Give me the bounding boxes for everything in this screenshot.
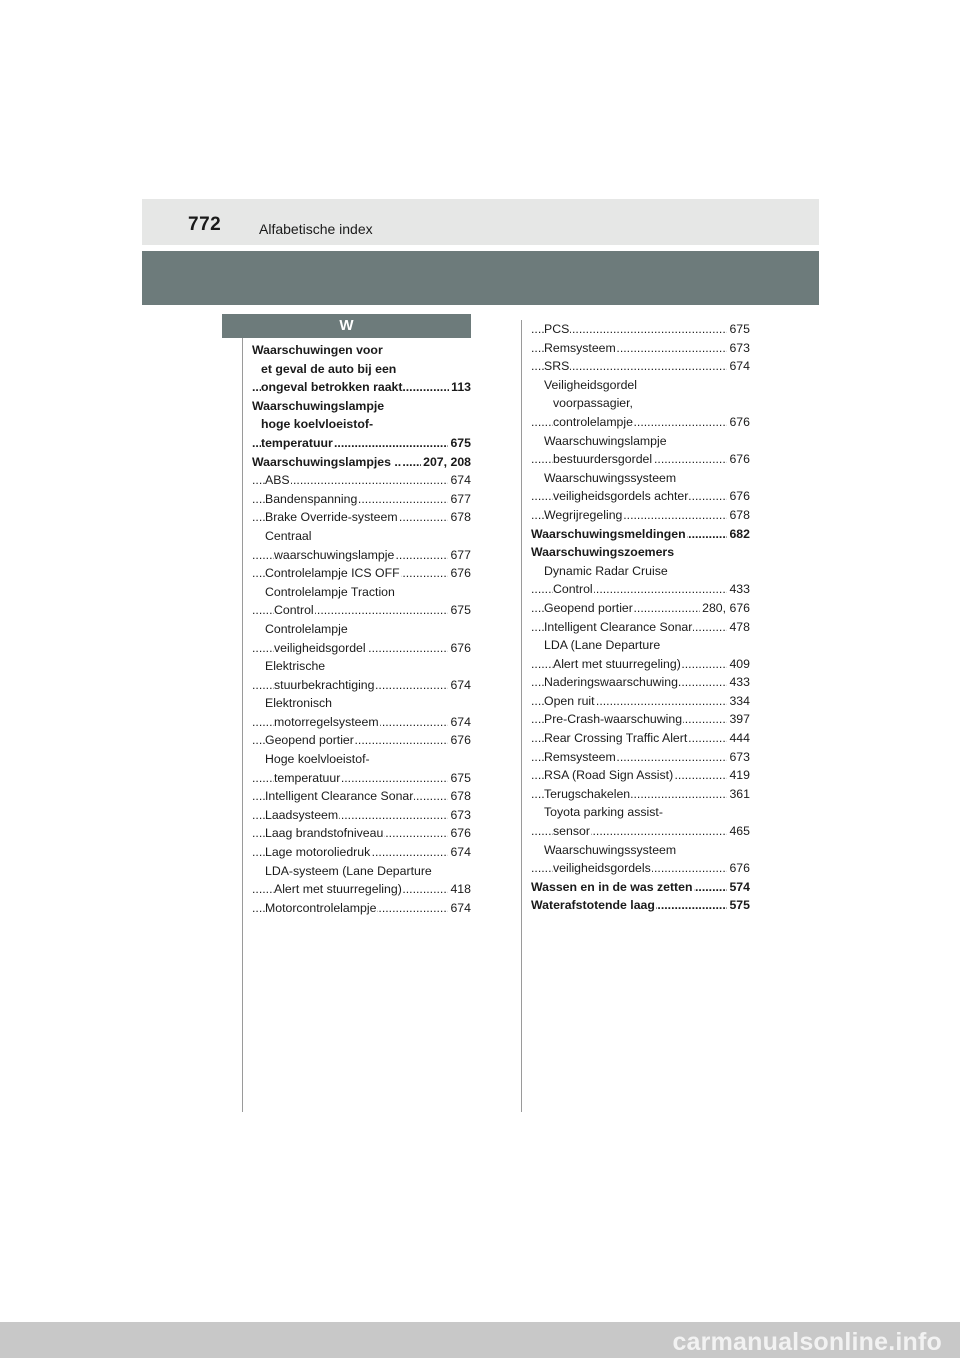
index-entry-term: sensor xyxy=(553,824,590,839)
index-entry-term: Intelligent Clearance Sonar xyxy=(265,789,414,804)
index-entry-page: 673 xyxy=(727,748,750,767)
index-entry-term: Controlelampje xyxy=(265,621,348,636)
index-entry-page: 675 xyxy=(448,434,471,453)
index-entry-page: 678 xyxy=(727,506,750,525)
index-entry xyxy=(531,506,750,525)
index-entry xyxy=(252,731,471,750)
index-entry-page: 433 xyxy=(727,673,750,692)
index-entry-term: Waterafstotende laag xyxy=(531,898,655,913)
index-entry-term: temperatuur xyxy=(261,435,333,450)
index-entry-page: 574 xyxy=(727,878,750,897)
index-entry xyxy=(531,692,750,711)
index-entry xyxy=(531,599,750,618)
index-entry-term: Elektrische xyxy=(265,659,326,674)
index-entry xyxy=(531,803,750,822)
index-entry-page: 478 xyxy=(727,618,750,637)
index-entry-term: Lage motoroliedruk xyxy=(265,845,371,860)
index-entry-term: Veiligheidsgordel xyxy=(544,377,637,392)
index-entry xyxy=(252,694,471,713)
section-title: Alfabetische index xyxy=(259,221,373,237)
index-entry-term: Wegrijregeling xyxy=(544,507,623,522)
index-entry xyxy=(531,822,750,841)
index-entry-term: Laag brandstofniveau xyxy=(265,826,384,841)
column-rule-left xyxy=(242,338,243,1112)
index-entry xyxy=(252,787,471,806)
index-entry xyxy=(252,397,471,416)
index-entry-page: 676 xyxy=(727,413,750,432)
index-letter-heading: W xyxy=(222,314,471,338)
index-entry-page: 361 xyxy=(727,785,750,804)
index-entry-page: 280, 676 xyxy=(700,599,750,618)
index-entry-page: 674 xyxy=(448,471,471,490)
index-entry-term: Controlelampje Traction xyxy=(265,584,395,599)
index-entry xyxy=(531,655,750,674)
index-entry-term: Geopend portier xyxy=(265,733,354,748)
index-entry-term: waarschuwingslampje xyxy=(274,547,395,562)
index-entry-page: 676 xyxy=(727,450,750,469)
index-entry-page: 334 xyxy=(727,692,750,711)
index-entry-page: 397 xyxy=(727,710,750,729)
index-entry xyxy=(531,766,750,785)
column-rule-middle xyxy=(521,320,522,1112)
index-entry-term: Waarschuwingsmeldingen xyxy=(531,526,686,541)
index-entry-page: 677 xyxy=(448,546,471,565)
index-entry xyxy=(252,750,471,769)
index-entry-term: Remsysteem xyxy=(544,340,616,355)
index-entry-term: LDA-systeem (Lane Departure xyxy=(265,863,432,878)
index-entry-page: 674 xyxy=(448,899,471,918)
index-entry-page: 673 xyxy=(448,806,471,825)
index-entry-term: ongeval betrokken raakt xyxy=(261,380,403,395)
index-entry xyxy=(531,376,750,395)
index-entry-term: Rear Crossing Traffic Alert xyxy=(544,731,688,746)
index-entry xyxy=(252,415,471,434)
index-entry-page: 676 xyxy=(727,487,750,506)
index-entry xyxy=(531,413,750,432)
page-number: 772 xyxy=(188,214,222,235)
index-entry xyxy=(252,490,471,509)
index-entry-page: 419 xyxy=(727,766,750,785)
index-entry xyxy=(252,880,471,899)
index-entry xyxy=(531,320,750,339)
index-entry xyxy=(252,899,471,918)
index-entry xyxy=(252,471,471,490)
index-entry-page: 433 xyxy=(727,580,750,599)
index-entry-term: Remsysteem xyxy=(544,749,616,764)
index-entry-term: Wassen en in de was zetten xyxy=(531,879,693,894)
watermark-text: carmanualsonline.info xyxy=(672,1328,942,1356)
index-entry xyxy=(531,841,750,860)
index-entry-term: Waarschuwingslampje xyxy=(252,398,385,413)
index-entry-term: veiligheidsgordel xyxy=(274,640,366,655)
index-entry-term: stuurbekrachtiging xyxy=(274,677,375,692)
index-entry-page: 674 xyxy=(448,713,471,732)
index-entry-page: 207, 208 xyxy=(421,453,471,472)
index-entry-term: veiligheidsgordels achter xyxy=(553,489,689,504)
index-entry xyxy=(531,878,750,897)
index-entry xyxy=(531,748,750,767)
index-entry-page: 444 xyxy=(727,729,750,748)
index-entry xyxy=(252,601,471,620)
index-entry xyxy=(252,583,471,602)
index-entry-term: LDA (Lane Departure xyxy=(544,638,661,653)
index-entry xyxy=(531,450,750,469)
index-entry-term: Waarschuwingslampje xyxy=(544,433,667,448)
index-entry-term: Geopend portier xyxy=(544,600,633,615)
index-entry-page: 676 xyxy=(448,731,471,750)
index-entry-page: 465 xyxy=(727,822,750,841)
index-entry xyxy=(252,769,471,788)
index-entry-term: Motorcontrolelampje xyxy=(265,900,377,915)
index-entry-term: voorpassagier, xyxy=(553,396,633,411)
index-entry xyxy=(252,824,471,843)
index-entry-term: veiligheidsgordels xyxy=(553,861,651,876)
index-entry xyxy=(252,713,471,732)
index-entry xyxy=(252,360,471,379)
index-column-left xyxy=(252,341,471,917)
index-entry-term: Waarschuwingen voor xyxy=(252,343,383,357)
index-entry xyxy=(252,657,471,676)
index-entry xyxy=(531,432,750,451)
index-entry xyxy=(531,487,750,506)
index-entry xyxy=(531,357,750,376)
index-entry xyxy=(531,562,750,581)
index-entry-page: 575 xyxy=(727,896,750,915)
index-entry xyxy=(252,564,471,583)
index-entry-term: Hoge koelvloeistof- xyxy=(265,752,370,767)
index-entry xyxy=(252,676,471,695)
index-entry-term: PCS xyxy=(544,322,570,336)
index-entry-term: motorregelsysteem xyxy=(274,714,379,729)
index-entry-page: 682 xyxy=(727,525,750,544)
index-entry-page: 676 xyxy=(448,564,471,583)
index-entry-page: 676 xyxy=(448,824,471,843)
index-entry xyxy=(531,710,750,729)
index-entry-term: Laadsysteem xyxy=(265,807,339,822)
index-entry-term: Pre-Crash-waarschuwing xyxy=(544,712,683,727)
index-entry-page: 676 xyxy=(448,639,471,658)
index-entry-term: Dynamic Radar Cruise xyxy=(544,563,668,578)
header-bar xyxy=(142,199,819,245)
index-entry xyxy=(531,525,750,544)
index-entry-term: temperatuur xyxy=(274,770,341,785)
index-entry xyxy=(531,339,750,358)
index-entry-term: et geval de auto bij een xyxy=(261,361,397,376)
index-entry-term: Brake Override-systeem xyxy=(265,510,398,525)
index-entry xyxy=(252,378,471,397)
index-entry xyxy=(531,543,750,562)
index-entry xyxy=(252,843,471,862)
index-entry-term: controlelampje xyxy=(553,414,633,429)
index-entry-page: 674 xyxy=(727,357,750,376)
index-entry xyxy=(531,896,750,915)
index-entry xyxy=(531,394,750,413)
index-entry-page: 409 xyxy=(727,655,750,674)
index-entry-term: SRS xyxy=(544,359,570,374)
index-entry-term: Intelligent Clearance Sonar xyxy=(544,619,693,634)
index-entry-term: Bandenspanning xyxy=(265,491,358,506)
index-entry-page: 674 xyxy=(448,843,471,862)
index-entry-page: 676 xyxy=(727,859,750,878)
index-entry-page: 677 xyxy=(448,490,471,509)
index-entry xyxy=(252,453,471,472)
index-entry-term: Open ruit xyxy=(544,693,595,708)
index-entry-term: Waarschuwingssysteem xyxy=(544,842,677,857)
index-entry-page: 674 xyxy=(448,676,471,695)
index-entry xyxy=(252,639,471,658)
index-entry-page: 113 xyxy=(449,378,471,397)
index-column-right xyxy=(531,320,750,915)
index-entry xyxy=(531,859,750,878)
index-entry-term: Naderingswaarschuwing xyxy=(544,675,678,690)
index-entry xyxy=(531,636,750,655)
index-entry-term: Waarschuwingslampjes .. xyxy=(252,454,402,469)
index-entry-term: Control xyxy=(553,582,593,597)
index-entry xyxy=(252,508,471,527)
index-entry-term: Waarschuwingszoemers xyxy=(531,545,675,560)
index-entry-term: Terugschakelen xyxy=(544,786,631,801)
index-entry xyxy=(531,673,750,692)
index-entry-term: hoge koelvloeistof- xyxy=(261,417,374,432)
index-entry xyxy=(531,469,750,488)
index-entry xyxy=(252,527,471,546)
index-entry xyxy=(531,729,750,748)
index-entry xyxy=(252,434,471,453)
index-entry-term: bestuurdersgordel xyxy=(553,452,653,467)
index-entry-term: Elektronisch xyxy=(265,696,332,711)
index-entry-page: 675 xyxy=(727,320,750,339)
index-entry-term: Centraal xyxy=(265,528,312,543)
index-entry-term: Controlelampje ICS OFF xyxy=(265,566,400,581)
index-entry-page: 418 xyxy=(448,880,471,899)
index-entry-term: RSA (Road Sign Assist) xyxy=(544,768,674,783)
index-entry-term: ABS xyxy=(265,473,290,488)
index-entry xyxy=(252,806,471,825)
title-band xyxy=(142,251,819,305)
index-entry xyxy=(531,785,750,804)
index-entry-term: Alert met stuurregeling) xyxy=(274,882,402,897)
index-entry-page: 678 xyxy=(448,508,471,527)
index-entry xyxy=(531,618,750,637)
index-entry xyxy=(252,341,471,360)
index-entry-page: 673 xyxy=(727,339,750,358)
index-entry-page: 675 xyxy=(448,769,471,788)
index-entry-page: 678 xyxy=(448,787,471,806)
index-entry xyxy=(531,580,750,599)
index-entry-term: Waarschuwingssysteem xyxy=(544,470,677,485)
index-entry xyxy=(252,862,471,881)
index-entry-term: Control xyxy=(274,603,314,618)
index-entry xyxy=(252,620,471,639)
index-entry-term: Alert met stuurregeling) xyxy=(553,656,681,671)
watermark-strip xyxy=(0,1322,960,1358)
index-entry-term: Toyota parking assist- xyxy=(544,805,663,820)
index-entry-page: 675 xyxy=(448,601,471,620)
index-entry xyxy=(252,546,471,565)
